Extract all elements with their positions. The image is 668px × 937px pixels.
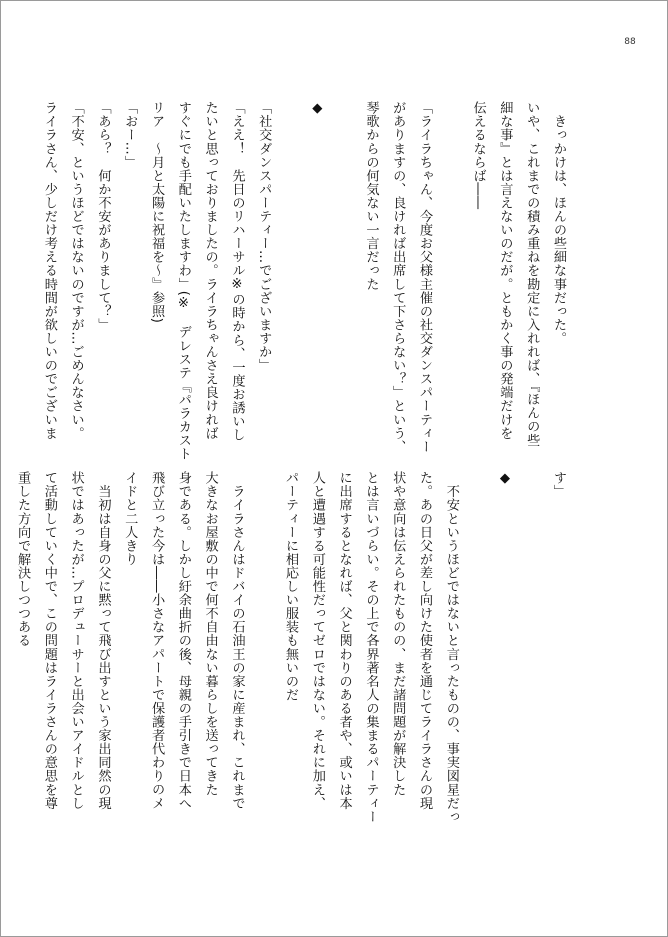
- text-line: す」: [551, 471, 566, 499]
- text-line: 飛び立った今は――小さなアパートで保護者代わりのメ: [149, 471, 165, 810]
- text-line: [464, 471, 491, 825]
- text-line: 人と遭遇する可能性だってゼロではない。それに加え、: [309, 471, 325, 810]
- text-line: 重した方向で解決しつつある: [15, 471, 31, 648]
- text-line: イドと二人きり: [122, 471, 138, 566]
- text-line: た。あの日父が差し向けた使者を通じてライラさんの現: [417, 471, 433, 810]
- text-line: [249, 471, 276, 825]
- text-line: [437, 101, 464, 445]
- text-line: 細な事』とは言えないのだが。ともかく事の発端だけを: [497, 101, 513, 440]
- text-line: 伝えるならば――: [470, 101, 486, 210]
- text-line: 不安というほどではないと言ったものの、事実図星だっ: [443, 471, 459, 824]
- text-line: 「社交ダンスパーティー…でございますか」: [256, 101, 272, 372]
- text-line: 大きなお屋敷の中で何不自由ない暮らしを送ってきた: [202, 471, 218, 797]
- text-line: いや、これまでの積み重ねを勘定に入れれば、『ほんの些: [524, 101, 540, 447]
- page-number: 88: [624, 37, 636, 47]
- text-line: [517, 471, 544, 825]
- text-line: [330, 101, 357, 445]
- text-line: がありますの、良ければ出席して下さらない？」という、: [390, 101, 406, 454]
- text-line: て活動していく中で、この問題はライラさんの意思を尊: [41, 471, 57, 810]
- bottom-text-block: [15, 471, 571, 825]
- text-line: 状ではあったが…プロデューサーと出会いアイドルとし: [68, 471, 84, 810]
- text-line: 「不安、というほどではないのですが…ごめんなさい。: [68, 101, 84, 440]
- text-line: ライラさんはドバイの石油王の家に産まれ、これまで: [229, 471, 245, 810]
- text-line: 「ライラちゃん、今度お父様主催の社交ダンスパーティー: [417, 101, 433, 454]
- text-line: [276, 101, 303, 445]
- text-line: に出席するとなれば、父と関わりのある者や、或いは本: [336, 471, 352, 810]
- text-line: とは言いづらい。その上で各界著名人の集まるパーティー: [363, 471, 379, 824]
- section-separator: ◆: [309, 101, 325, 117]
- text-line: ライラさん、少しだけ考える時間が欲しいのでございま: [41, 101, 57, 440]
- text-line: パーティーに相応しい服装も無いのだ: [283, 471, 299, 702]
- text-line: 「ええ！ 先日のリハーサル※の時から、一度お誘いし: [229, 101, 245, 442]
- text-line: きっかけは、ほんの些細な事だった。: [551, 101, 566, 345]
- text-line: リア ～月と太陽に祝福を～』参照): [149, 101, 165, 324]
- text-line: たいと思っておりましたの。ライラちゃんさえ良ければ: [202, 101, 218, 440]
- section-separator: ◆: [497, 471, 513, 487]
- text-line: 身である。しかし紆余曲折の後、母親の手引きで日本へ: [175, 471, 191, 810]
- text-line: 琴歌からの何気ない一言だった: [363, 101, 379, 291]
- top-text-block: [41, 101, 571, 461]
- text-line: 状や意向は伝えられたものの、まだ諸問題が解決した: [390, 471, 406, 797]
- text-line: 「あら？ 何か不安がありまして？」: [95, 101, 111, 332]
- text-line: すぐにでも手配いたしますわ」(※ デレステ『パラカスト: [175, 101, 191, 461]
- text-line: 当初は自身の父に黙って飛び出すという家出同然の現: [95, 471, 111, 810]
- text-line: 「おー…」: [122, 101, 138, 169]
